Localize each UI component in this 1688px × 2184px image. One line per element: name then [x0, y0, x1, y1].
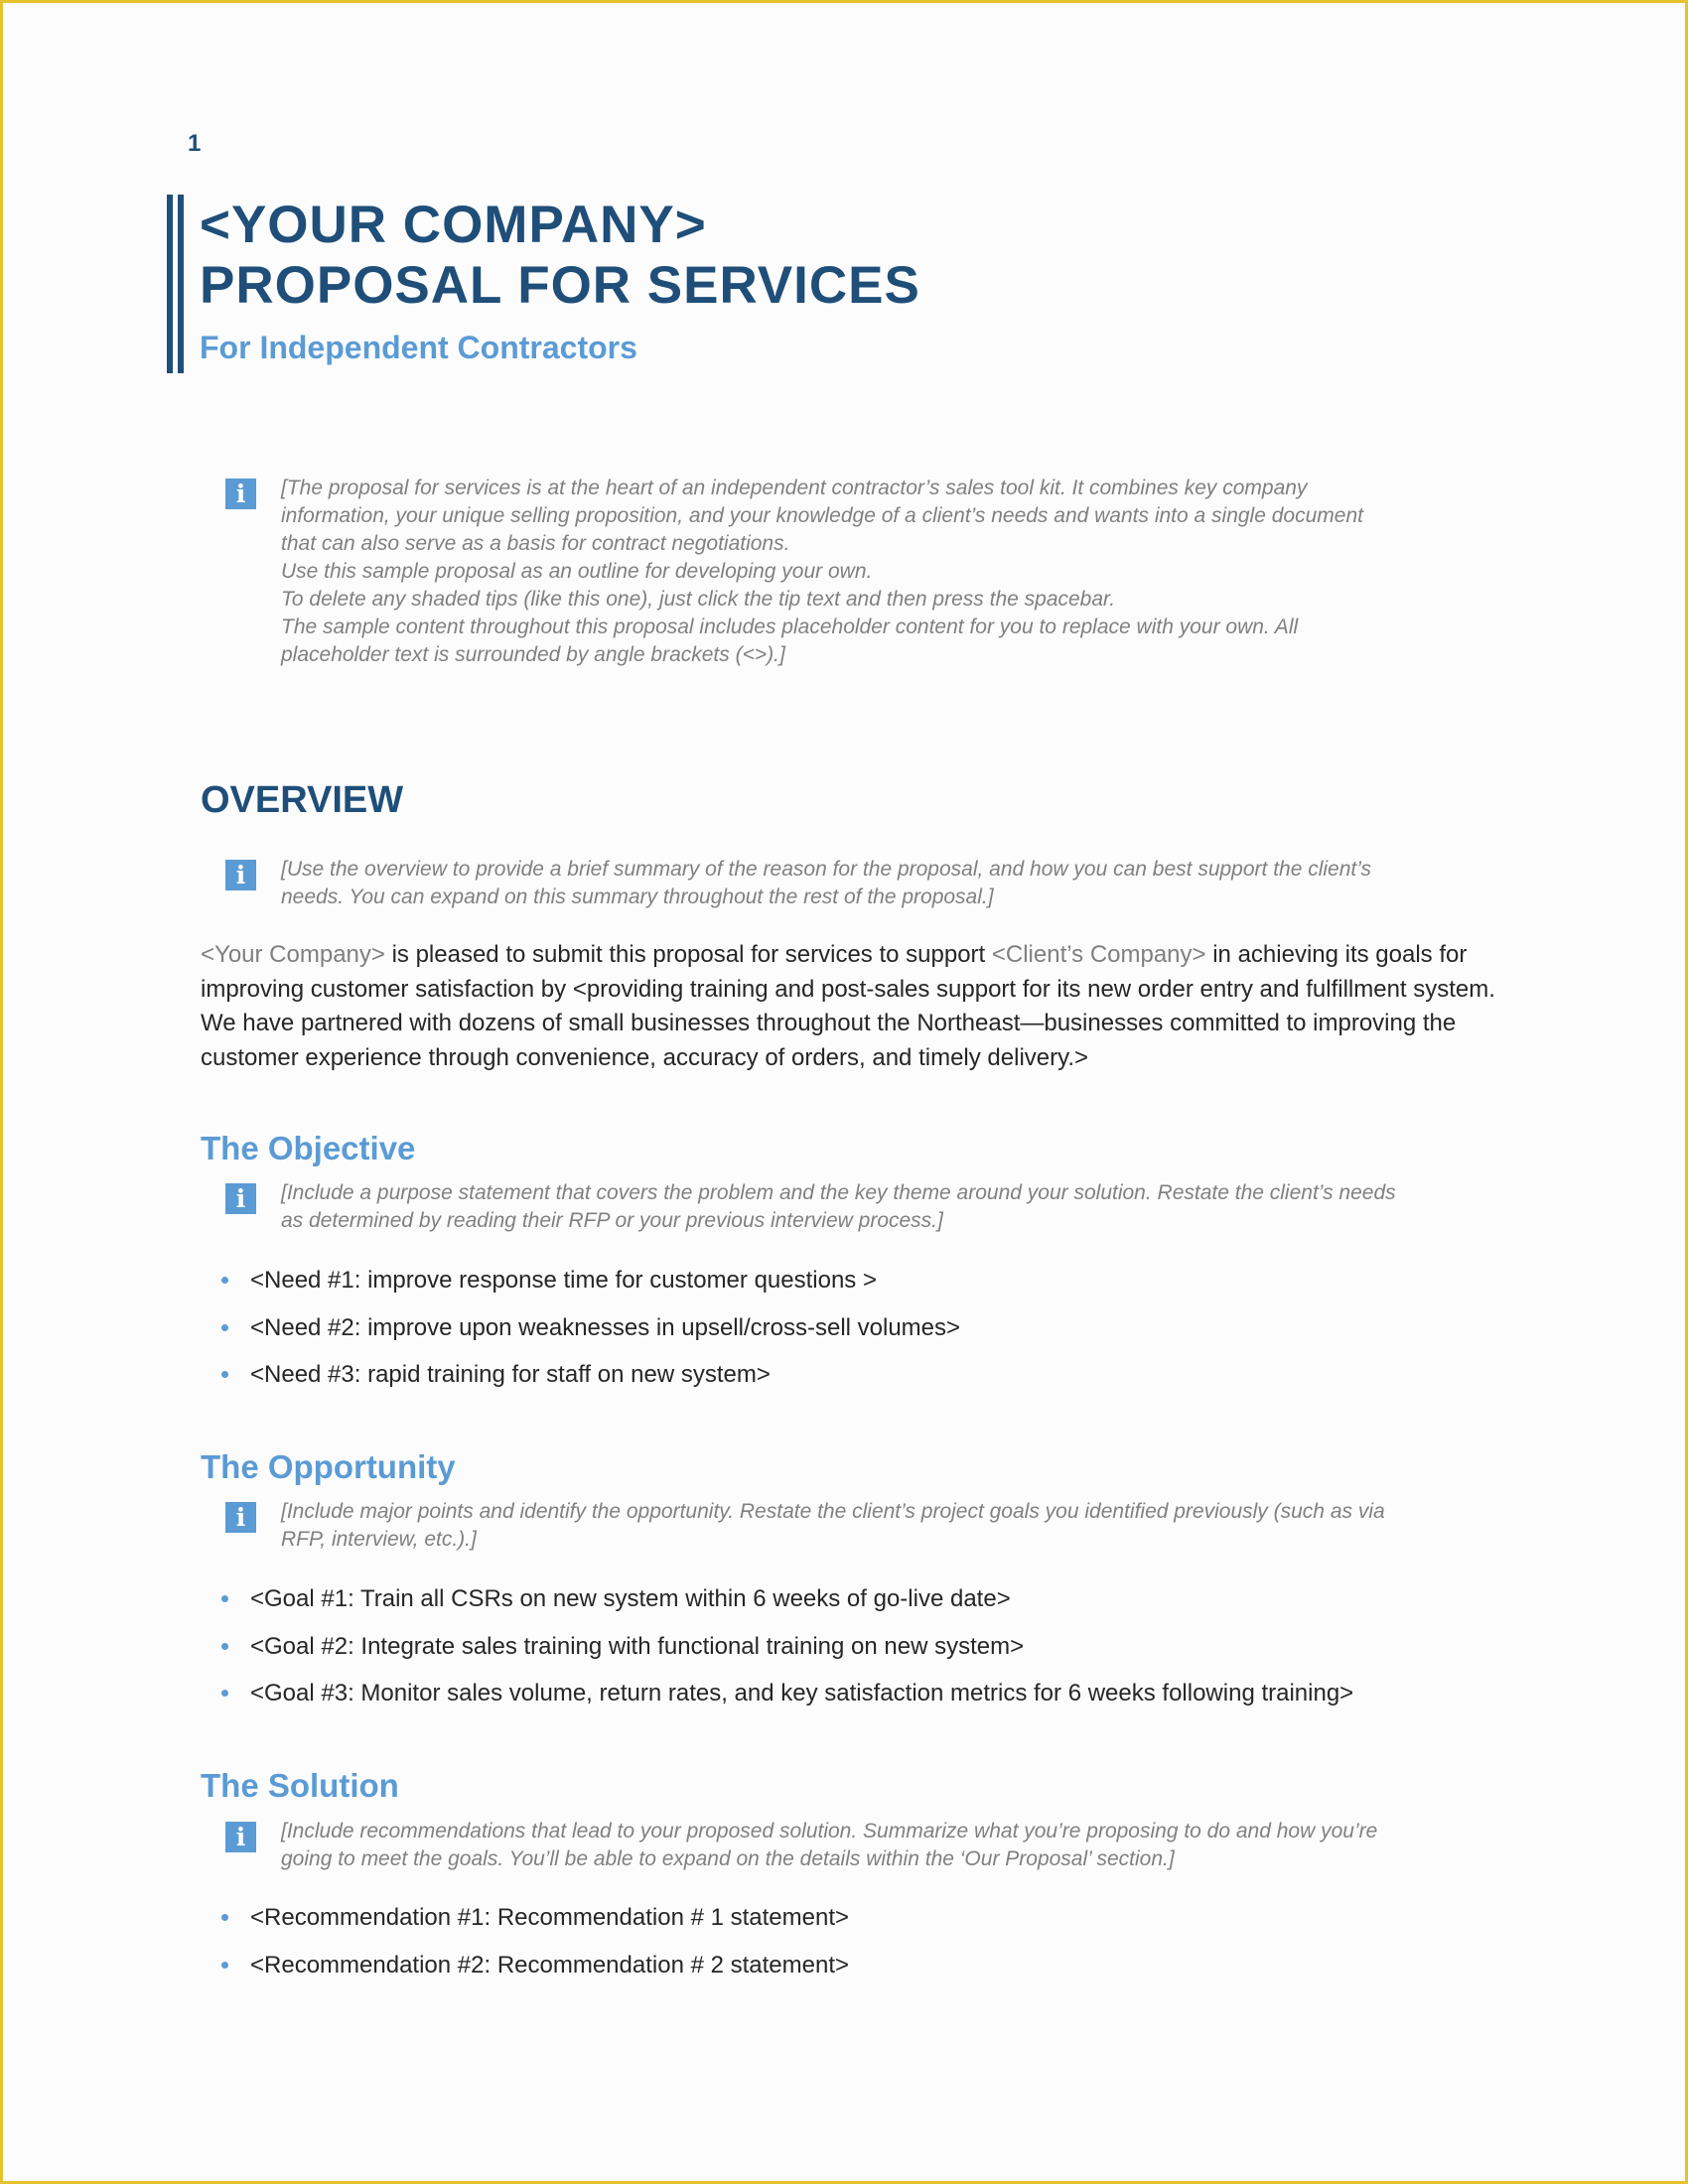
overview-body-text-2: in achieving its goals for improving customer satisfaction by <providing training and post-sales support for its new order entry and fulfillment system. We have partnered with dozens of small businesses throughout the Northeast—businesses committed to improving the customer experience through convenience, accuracy of orders, and timely delivery.> [201, 941, 1495, 1071]
overview-tip-text: [Use the overview to provide a brief summary of the reason for the proposal, and how you can best support the client’s needs. You can expand on this summary throughout the rest of the proposal.] [281, 858, 1372, 908]
intro-tip-text [281, 475, 1397, 669]
objective-heading: The Objective [201, 1130, 416, 1166]
info-icon: i [225, 1183, 256, 1214]
opportunity-heading: The Opportunity [201, 1448, 456, 1485]
intro-tip-paragraph: Use this sample proposal as an outline for developing your own. [281, 560, 873, 583]
client-placeholder[interactable]: <Client’s Company> [991, 941, 1206, 968]
intro-tip-paragraph: To delete any shaded tips (like this one), just click the tip text and then press the spacebar. [281, 588, 1116, 611]
list-item: <Recommendation #2: Recommendation # 2 statement> [221, 1949, 1512, 1996]
document-subtitle: For Independent Contractors [200, 330, 637, 365]
document-title-line-1: <YOUR COMPANY> [200, 196, 707, 254]
list-item: <Need #3: rapid training for staff on new system> [221, 1358, 1512, 1406]
overview-body [201, 938, 1511, 1075]
title-accent-bars [167, 195, 185, 373]
solution-tip-text: [Include recommendations that lead to your proposed solution. Summarize what you’re proposing to do and how you’re going to meet the goals. You’ll be able to expand on the details within the ‘Our Proposal’ section.] [281, 1820, 1378, 1870]
solution-tip[interactable] [225, 1818, 1397, 1873]
opportunity-tip[interactable] [225, 1498, 1397, 1554]
info-icon: i [225, 478, 256, 509]
list-item: <Goal #1: Train all CSRs on new system within 6 weeks of go-live date> [221, 1582, 1512, 1630]
title-block [167, 195, 920, 373]
info-icon: i [225, 1502, 256, 1533]
list-item: <Need #1: improve response time for customer questions > [221, 1264, 1512, 1311]
solution-list [221, 1901, 1512, 1995]
overview-body-text-1: is pleased to submit this proposal for services to support [384, 941, 992, 968]
info-icon: i [225, 1822, 256, 1852]
intro-tip[interactable] [225, 475, 1397, 669]
objective-tip-text: [Include a purpose statement that covers the problem and the key theme around your solution. Restate the client’s needs as determined by reading their RFP or your previous interview process.] [281, 1181, 1396, 1232]
overview-heading: OVERVIEW [201, 779, 404, 821]
info-icon: i [225, 860, 256, 890]
opportunity-list [221, 1582, 1512, 1724]
list-item: <Goal #2: Integrate sales training with functional training on new system> [221, 1630, 1512, 1678]
page-number: 1 [188, 130, 202, 157]
list-item: <Goal #3: Monitor sales volume, return rates, and key satisfaction metrics for 6 weeks following training> [221, 1677, 1512, 1724]
opportunity-tip-text: [Include major points and identify the opportunity. Restate the client’s project goals you identified previously (such as via RFP, interview, etc.).] [281, 1500, 1385, 1551]
intro-tip-paragraph: The sample content throughout this proposal includes placeholder content for you to replace with your own. All placeholder text is surrounded by angle brackets (<>).] [281, 615, 1299, 666]
solution-heading: The Solution [201, 1767, 399, 1804]
list-item: <Recommendation #1: Recommendation # 1 statement> [221, 1901, 1512, 1949]
list-item: <Need #2: improve upon weaknesses in upsell/cross-sell volumes> [221, 1311, 1512, 1359]
document-title-line-2: PROPOSAL FOR SERVICES [200, 256, 920, 315]
intro-tip-paragraph: [The proposal for services is at the heart of an independent contractor’s sales tool kit. It combines key company information, your unique selling proposition, and your knowledge of a client’s needs and wants into a single document that can also serve as a basis for contract negotiations. [281, 477, 1363, 555]
objective-tip[interactable] [225, 1179, 1397, 1235]
company-placeholder[interactable]: <Your Company> [201, 941, 385, 968]
overview-tip[interactable] [225, 856, 1397, 911]
objective-list [221, 1264, 1512, 1406]
